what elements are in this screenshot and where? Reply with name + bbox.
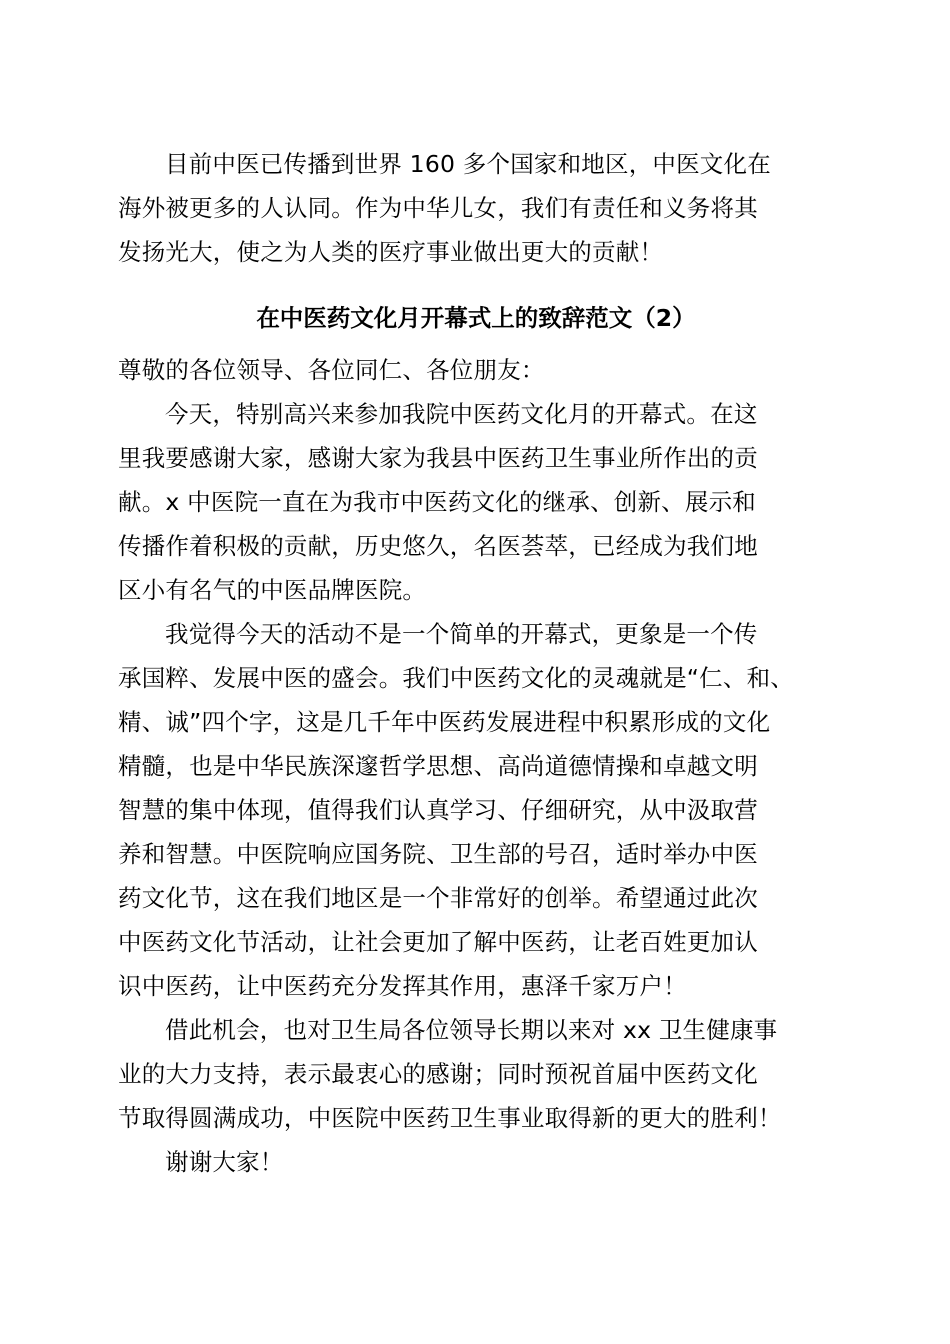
closing-remark	[118, 1140, 834, 1184]
text-line: 今天，特别高兴来参加我院中医药文化月的开幕式。在这	[165, 400, 758, 428]
text-line: 精、诚”四个字，这是几千年中医药发展进程中积累形成的文化	[118, 708, 771, 736]
text-line: 谢谢大家！	[165, 1148, 284, 1176]
salutation	[118, 348, 834, 392]
intro-paragraph	[118, 142, 834, 274]
text-line: 承国粹、发展中医的盛会。我们中医药文化的灵魂就是“仁、和、	[118, 664, 794, 692]
text-line: 精髓，也是中华民族深邃哲学思想、高尚道德情操和卓越文明	[118, 752, 758, 780]
paragraph	[118, 1008, 834, 1140]
text-line: 尊敬的各位领导、各位同仁、各位朋友：	[118, 356, 545, 384]
text-line: 药文化节，这在我们地区是一个非常好的创举。希望通过此次	[118, 884, 758, 912]
text-line: 智慧的集中体现，值得我们认真学习、仔细研究，从中汲取营	[118, 796, 758, 824]
text-line: 识中医药，让中医药充分发挥其作用，惠泽千家万户！	[118, 972, 687, 1000]
text-line: 业的大力支持，表示最衷心的感谢；同时预祝首届中医药文化	[118, 1060, 758, 1088]
text-line: 目前中医已传播到世界 160 多个国家和地区，中医文化在	[165, 150, 771, 178]
paragraph	[118, 392, 834, 612]
text-line: 里我要感谢大家，感谢大家为我县中医药卫生事业所作出的贡	[118, 444, 758, 472]
paragraph	[118, 142, 834, 274]
text-line: 养和智慧。中医院响应国务院、卫生部的号召，适时举办中医	[118, 840, 758, 868]
text-line: 海外被更多的人认同。作为中华儿女，我们有责任和义务将其	[118, 194, 758, 222]
text-line: 献。x 中医院一直在为我市中医药文化的继承、创新、展示和	[118, 488, 756, 516]
document-title: 在中医药文化月开幕式上的致辞范文（2）	[256, 304, 696, 332]
speech-body	[118, 348, 834, 1184]
text-line: 中医药文化节活动，让社会更加了解中医药，让老百姓更加认	[118, 928, 758, 956]
text-line: 传播作着积极的贡献，历史悠久，名医荟萃，已经成为我们地	[118, 532, 758, 560]
text-line: 节取得圆满成功，中医院中医药卫生事业取得新的更大的胜利！	[118, 1104, 782, 1132]
text-line: 借此机会，也对卫生局各位领导长期以来对 xx 卫生健康事	[165, 1016, 778, 1044]
paragraph	[118, 612, 834, 1008]
text-line: 我觉得今天的活动不是一个简单的开幕式，更象是一个传	[165, 620, 758, 648]
text-line: 区小有名气的中医品牌医院。	[118, 576, 427, 604]
text-line: 发扬光大，使之为人类的医疗事业做出更大的贡献！	[118, 238, 664, 266]
